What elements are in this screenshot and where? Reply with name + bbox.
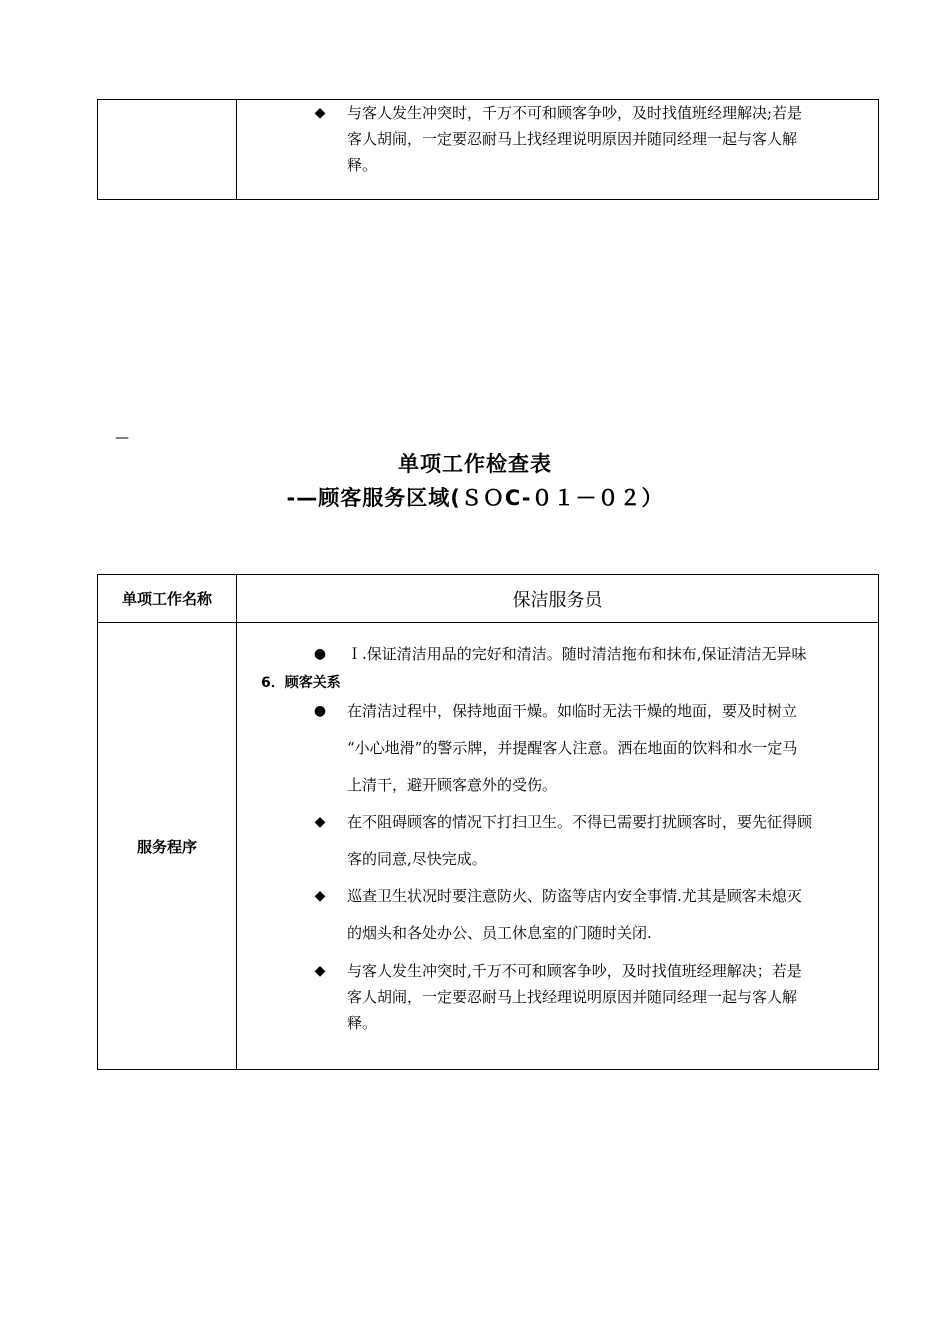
bullet-line: 在不阻碍顾客的情况下打扫卫生。不得已需要打扰顾客时，要先征得顾 bbox=[347, 813, 813, 831]
diamond-bullet-icon: ◆ bbox=[314, 963, 326, 979]
diamond-bullet-icon: ◆ bbox=[314, 105, 326, 121]
dot-bullet-icon: ● bbox=[313, 646, 327, 662]
conflict-bullet bbox=[237, 958, 878, 1036]
no-disturb-bullet bbox=[237, 804, 878, 878]
row-label-cell: 服务程序 bbox=[98, 623, 237, 1070]
dash-mark: — bbox=[115, 430, 129, 446]
diamond-bullet-icon: ◆ bbox=[314, 888, 326, 904]
bullet-line: 客人胡闹，一定要忍耐马上找经理说明原因并随同经理一起与客人解 bbox=[347, 988, 798, 1006]
continuation-content-cell bbox=[237, 100, 879, 200]
bullet-line: Ｉ.保证清洁用品的完好和清洁。随时清洁拖布和抹布,保证清洁无异味 bbox=[347, 645, 807, 663]
cleaning-supplies-bullet bbox=[237, 639, 878, 669]
continuation-table bbox=[97, 99, 879, 200]
bullet-line: “小心地滑”的警示牌，并提醒客人注意。洒在地面的饮料和水一定马 bbox=[347, 739, 798, 757]
header-value-cell: 保洁服务员 bbox=[237, 575, 879, 623]
page-subtitle: -—顾客服务区域(ＳＯC-０１－０２） bbox=[286, 486, 664, 510]
dry-floor-bullet bbox=[237, 693, 878, 804]
bullet-line: 的烟头和各处办公、员工休息室的门随时关闭. bbox=[347, 924, 652, 942]
bullet-line: 巡查卫生状况时要注意防火、防盗等店内安全事情.尤其是顾客未熄灭 bbox=[347, 887, 802, 905]
bullet-line: 在清洁过程中，保持地面干燥。如临时无法干燥的地面，要及时树立 bbox=[347, 702, 798, 720]
bullet-line: 上清干，避开顾客意外的受伤。 bbox=[347, 776, 558, 794]
bullet-line: 客人胡闹，一定要忍耐马上找经理说明原因并随同经理一起与客人解 bbox=[347, 130, 798, 148]
conflict-bullet bbox=[237, 100, 878, 178]
bullet-line: 客的同意,尽快完成。 bbox=[347, 850, 487, 868]
bullet-line: 释。 bbox=[347, 156, 378, 174]
bullet-line: 释。 bbox=[347, 1014, 378, 1032]
bullet-line: 与客人发生冲突时,千万不可和顾客争吵，及时找值班经理解决；若是 bbox=[347, 962, 802, 980]
section-title: 6．顾客关系 bbox=[261, 675, 341, 691]
safety-patrol-bullet bbox=[237, 878, 878, 952]
diamond-bullet-icon: ◆ bbox=[314, 814, 326, 830]
page-title: 单项工作检查表 bbox=[398, 452, 552, 476]
procedure-content-cell bbox=[237, 623, 879, 1070]
empty-label-cell bbox=[98, 100, 237, 200]
inspection-table bbox=[97, 574, 879, 1070]
dot-bullet-icon: ● bbox=[313, 703, 327, 719]
header-label-cell: 单项工作名称 bbox=[98, 575, 237, 623]
bullet-line: 与客人发生冲突时，千万不可和顾客争吵，及时找值班经理解决;若是 bbox=[347, 104, 803, 122]
